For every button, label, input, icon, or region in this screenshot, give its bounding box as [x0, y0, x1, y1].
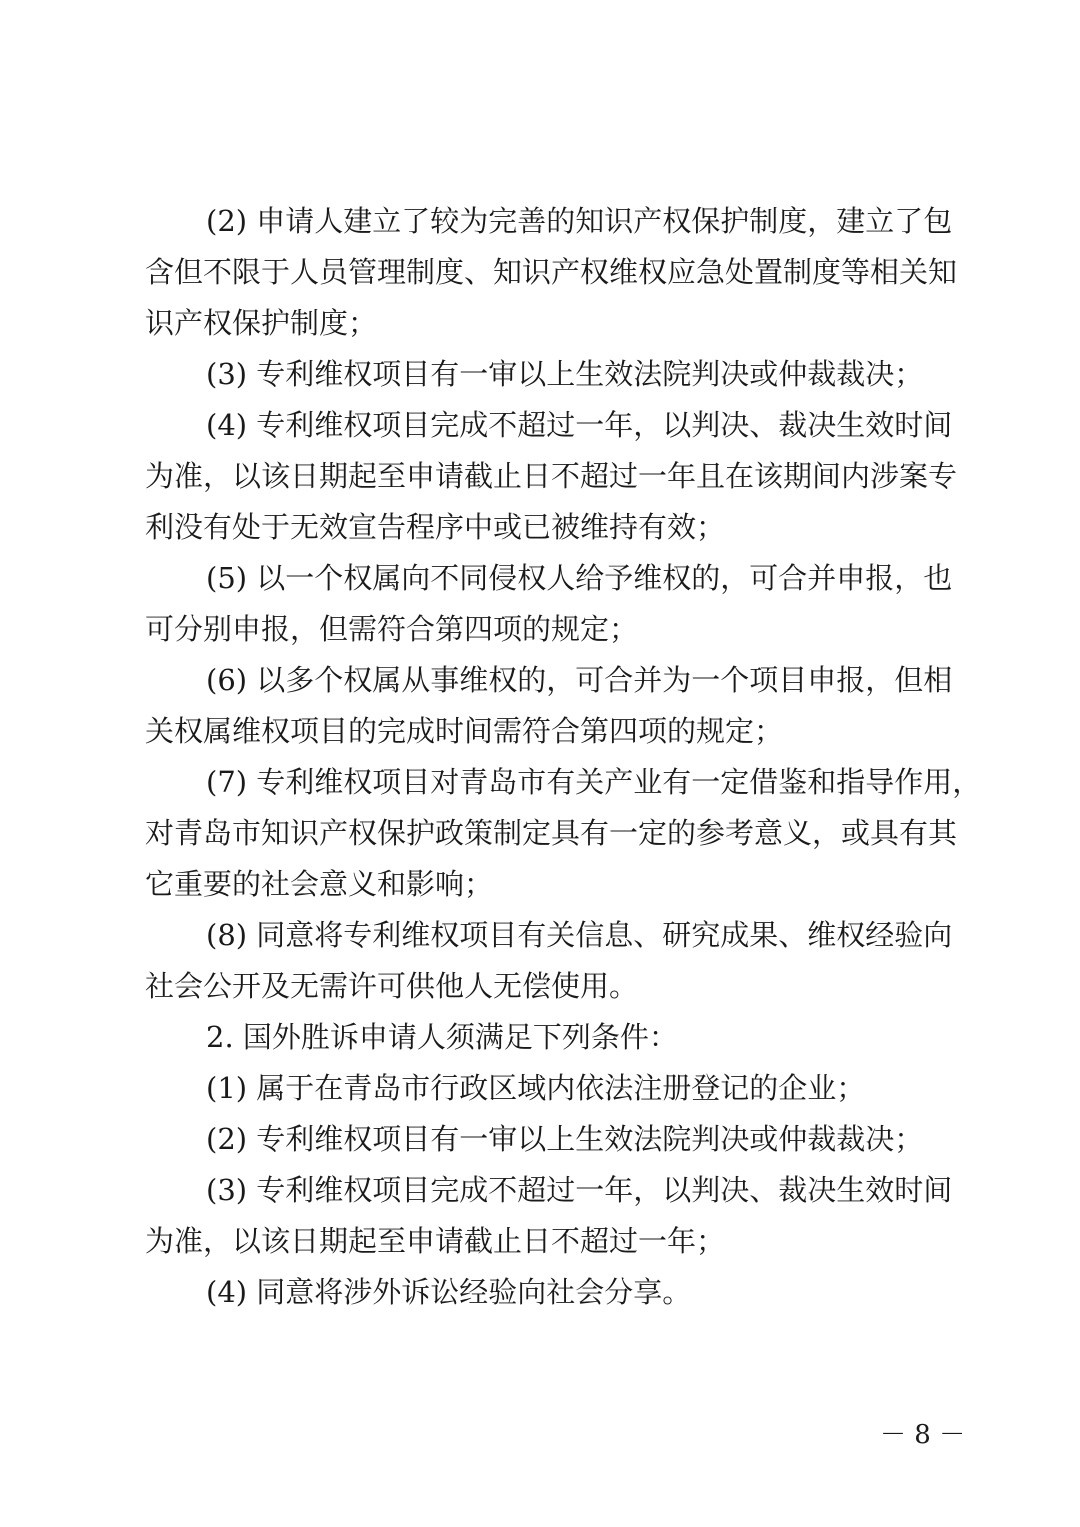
- text-line: 关权属维权项目的完成时间需符合第四项的规定；: [145, 714, 784, 748]
- text-line: (7) 专利维权项目对青岛市有关产业有一定借鉴和指导作用，: [206, 765, 982, 799]
- text-line: 它重要的社会意义和影响；: [145, 867, 494, 901]
- text-line: (1) 属于在青岛市行政区域内依法注册登记的企业；: [206, 1071, 866, 1105]
- text-line: 含但不限于人员管理制度、知识产权维权应急处置制度等相关知: [145, 255, 958, 289]
- text-line: 为准，以该日期起至申请截止日不超过一年且在该期间内涉案专: [145, 459, 958, 493]
- text-line: (3) 专利维权项目有一审以上生效法院判决或仲裁裁决；: [206, 357, 924, 391]
- text-line: (5) 以一个权属向不同侵权人给予维权的，可合并申报，也: [206, 561, 953, 595]
- text-line: 为准，以该日期起至申请截止日不超过一年；: [145, 1224, 726, 1258]
- text-line: (8) 同意将专利维权项目有关信息、研究成果、维权经验向: [206, 918, 953, 952]
- text-line: 可分别申报，但需符合第四项的规定；: [145, 612, 639, 646]
- text-line: 识产权保护制度；: [145, 306, 378, 340]
- text-line: 对青岛市知识产权保护政策制定具有一定的参考意义，或具有其: [145, 816, 958, 850]
- text-line: 2. 国外胜诉申请人须满足下列条件：: [206, 1020, 678, 1054]
- text-line: (6) 以多个权属从事维权的，可合并为一个项目申报，但相: [206, 663, 953, 697]
- document-body: [145, 196, 982, 1318]
- text-line: (2) 申请人建立了较为完善的知识产权保护制度，建立了包: [206, 204, 953, 238]
- text-line: 社会公开及无需许可供他人无偿使用。: [145, 969, 639, 1003]
- text-line: (3) 专利维权项目完成不超过一年，以判决、裁决生效时间: [206, 1173, 953, 1207]
- page-number: － 8 －: [880, 1420, 966, 1450]
- text-line: (4) 专利维权项目完成不超过一年，以判决、裁决生效时间: [206, 408, 953, 442]
- text-line: (2) 专利维权项目有一审以上生效法院判决或仲裁裁决；: [206, 1122, 924, 1156]
- text-line: 利没有处于无效宣告程序中或已被维持有效；: [145, 510, 726, 544]
- text-line: (4) 同意将涉外诉讼经验向社会分享。: [206, 1275, 692, 1309]
